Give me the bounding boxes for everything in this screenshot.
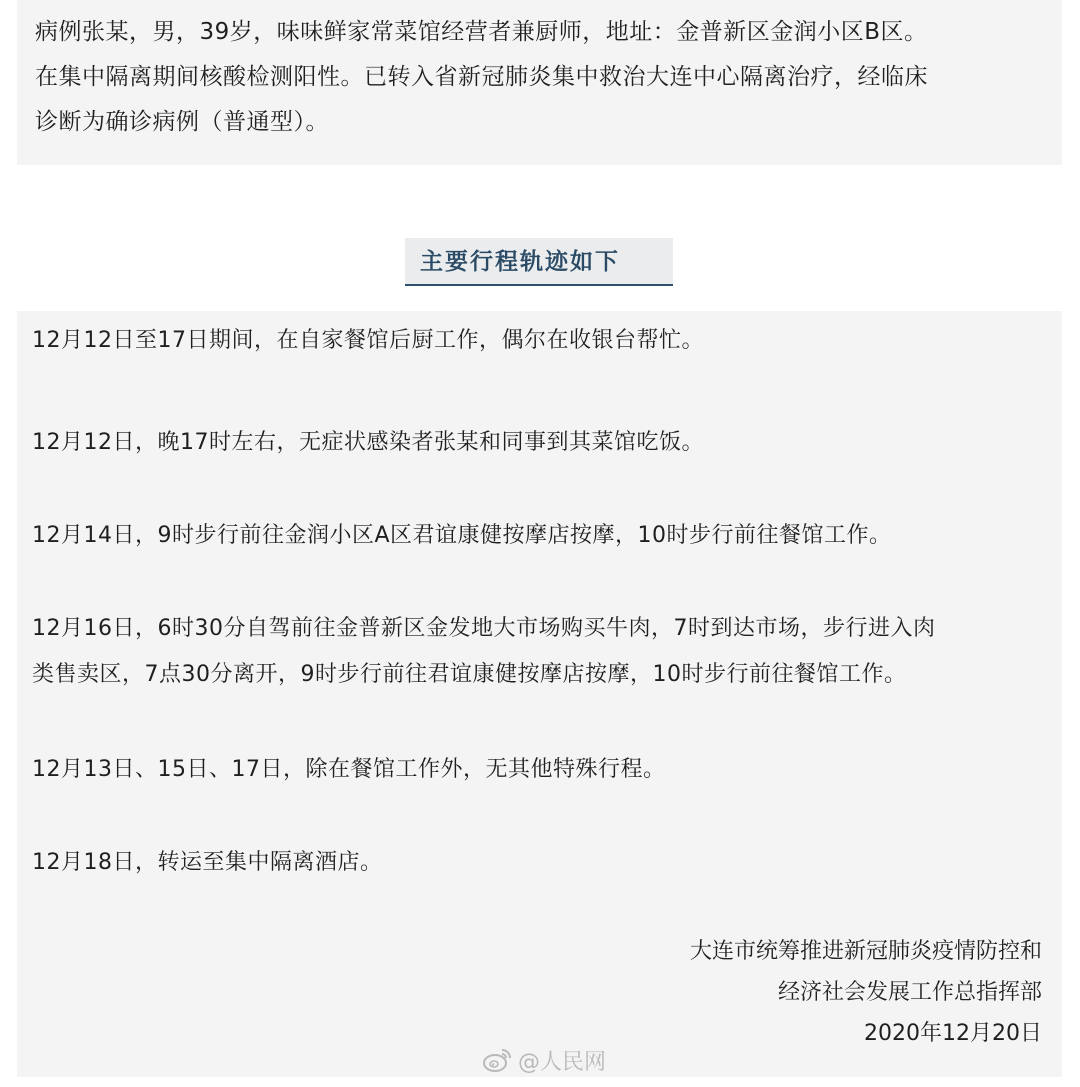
case-summary-line: 诊断为确诊病例（普通型）。	[35, 109, 329, 135]
itinerary-entry: 12月12日至17日期间，在自家餐馆后厨工作，偶尔在收银台帮忙。	[32, 328, 704, 353]
section-heading-title: 主要行程轨迹如下	[420, 249, 620, 275]
itinerary-entry: 12月16日，6时30分自驾前往金普新区金发地大市场购买牛肉，7时到达市场，步行进入肉	[32, 616, 936, 641]
signature-org-line: 经济社会发展工作总指挥部	[777, 980, 1042, 1005]
section-heading	[405, 238, 673, 286]
signature-date: 2020年12月20日	[864, 1021, 1042, 1046]
itinerary-entry-continued: 类售卖区，7点30分离开，9时步行前往君谊康健按摩店按摩，10时步行前往餐馆工作。	[32, 662, 907, 687]
itinerary-box	[17, 311, 1062, 1077]
itinerary-entry: 12月14日，9时步行前往金润小区A区君谊康健按摩店按摩，10时步行前往餐馆工作。	[32, 523, 892, 548]
itinerary-entry: 12月13日、15日、17日，除在餐馆工作外，无其他特殊行程。	[32, 757, 666, 782]
case-summary-line: 在集中隔离期间核酸检测阳性。已转入省新冠肺炎集中救治大连中心隔离治疗，经临床	[35, 64, 928, 90]
signature-org-line: 大连市统筹推进新冠肺炎疫情防控和	[689, 939, 1042, 964]
signature-block	[690, 931, 1042, 1054]
watermark-text: @人民网	[518, 1049, 607, 1075]
itinerary-entry: 12月12日，晚17时左右，无症状感染者张某和同事到其菜馆吃饭。	[32, 430, 704, 455]
case-summary-line: 病例张某，男，39岁，味味鲜家常菜馆经营者兼厨师，地址：金普新区金润小区B区。	[35, 19, 928, 45]
case-summary-box	[17, 0, 1062, 165]
watermark	[482, 1044, 606, 1076]
itinerary-entry: 12月18日，转运至集中隔离酒店。	[32, 850, 383, 875]
weibo-logo-icon	[482, 1047, 512, 1073]
